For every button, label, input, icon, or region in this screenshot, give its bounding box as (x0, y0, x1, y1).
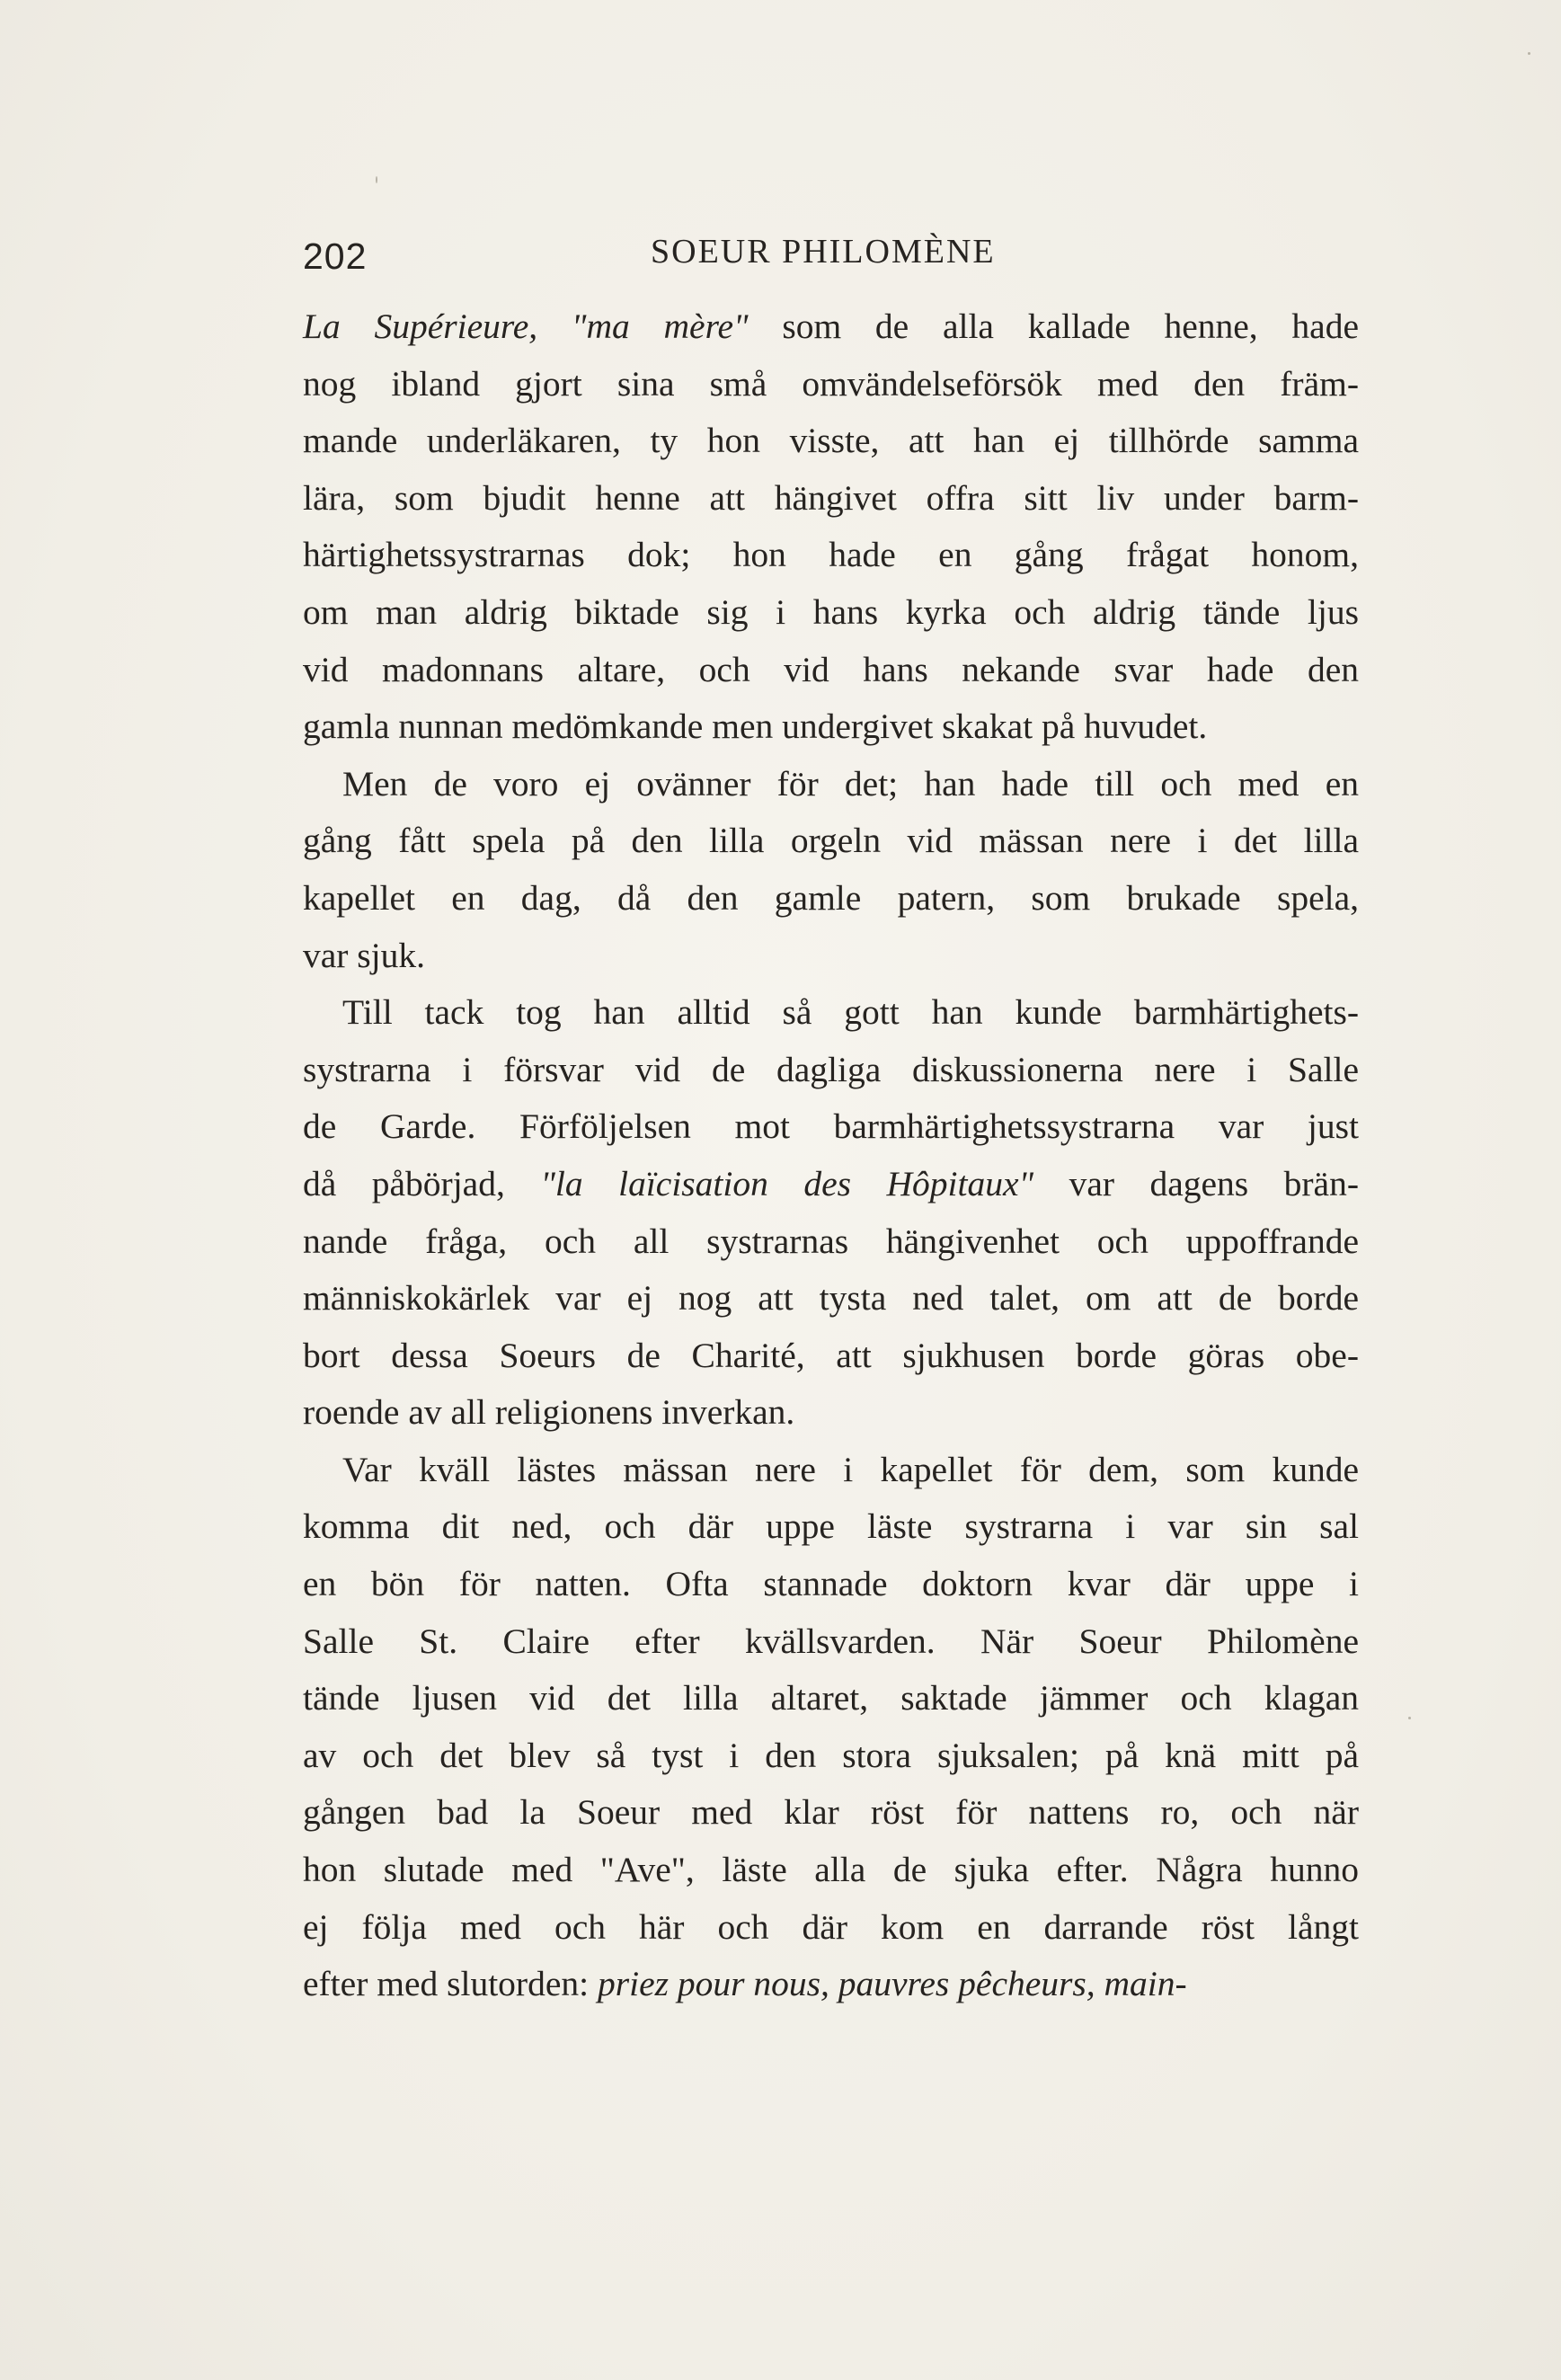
text-line (303, 1498, 1359, 1556)
text-run: då påbörjad, (303, 1163, 541, 1203)
text-line (303, 698, 1359, 756)
text-run: gång fått spela på den lilla orgeln vid mässan nere i det lilla (303, 821, 1359, 861)
text-run: gamla nunnan medömkande men undergivet skakat på huvudet. (303, 706, 1208, 747)
text-line (303, 584, 1359, 642)
text-run: om man aldrig biktade sig i hans kyrka och aldrig tände ljus (303, 591, 1359, 632)
text-line (303, 984, 1359, 1042)
italic-phrase: La Supérieure, "ma mère" (303, 306, 749, 346)
text-line (303, 1213, 1359, 1271)
text-run: nog ibland gjort sina små omvändelseförsök med den främ- (303, 363, 1359, 404)
text-run: tände ljusen vid det lilla altaret, saktade jämmer och klagan (303, 1678, 1359, 1718)
text-run: människokärlek var ej nog att tysta ned talet, om att de borde (303, 1278, 1359, 1319)
text-run: gången bad la Soeur med klar röst för nattens ro, och när (303, 1792, 1359, 1833)
paragraph (303, 298, 1359, 756)
text-run: bort dessa Soeurs de Charité, att sjukhusen borde göras obe- (303, 1335, 1359, 1375)
text-line (303, 1384, 1359, 1442)
text-run: kapellet en dag, då den gamle patern, som brukade spela, (303, 877, 1359, 918)
italic-phrase: "la laïcisation des Hôpitaux" (540, 1163, 1034, 1203)
text-line (303, 298, 1359, 356)
text-run: som de alla kallade henne, hade (748, 306, 1359, 346)
paragraph (303, 1442, 1359, 2013)
text-line (303, 1328, 1359, 1385)
text-run: ej följa med och här och där kom en darrande röst långt (303, 1906, 1359, 1947)
text-line (303, 1956, 1359, 2013)
text-run: Men de voro ej ovänner för det; han hade till och med en (342, 763, 1359, 804)
text-line (303, 1442, 1359, 1499)
text-line (303, 1899, 1359, 1957)
running-title: SOEUR PHILOMÈNE (651, 233, 996, 271)
page-number: 202 (303, 235, 368, 277)
text-run: var sjuk. (303, 935, 426, 975)
text-line (303, 1784, 1359, 1842)
text-line (303, 413, 1359, 470)
text-line (303, 1556, 1359, 1613)
text-run: mande underläkaren, ty hon visste, att han ej tillhörde samma (303, 421, 1359, 461)
text-run: Till tack tog han alltid så gott han kunde barmhärtighets- (342, 992, 1359, 1033)
body-text (303, 298, 1359, 2013)
text-run: hon slutade med "Ave", läste alla de sjuka efter. Några hunno (303, 1850, 1359, 1890)
text-run: lära, som bjudit henne att hängivet offra sitt liv under barm- (303, 477, 1359, 518)
paper-speck (376, 176, 377, 183)
text-line (303, 1270, 1359, 1328)
text-run: Var kväll lästes mässan nere i kapellet för dem, som kunde (342, 1449, 1359, 1489)
text-run: de Garde. Förföljelsen mot barmhärtighetssystrarna var just (303, 1106, 1359, 1147)
text-line (303, 356, 1359, 413)
text-line (303, 1727, 1359, 1785)
text-line (303, 1156, 1359, 1213)
text-run: roende av all religionens inverkan. (303, 1392, 795, 1433)
text-run: Salle St. Claire efter kvällsvarden. När Soeur Philomène (303, 1621, 1359, 1661)
text-run: en bön för natten. Ofta stannade doktorn kvar där uppe i (303, 1564, 1359, 1604)
paragraph (303, 756, 1359, 984)
text-line (303, 1613, 1359, 1671)
paragraph (303, 984, 1359, 1442)
text-run: vid madonnans altare, och vid hans nekande svar hade den (303, 649, 1359, 689)
text-run: var dagens brän- (1033, 1163, 1359, 1203)
text-line (303, 813, 1359, 870)
text-run: härtighetssystrarnas dok; hon hade en gång frågat honom, (303, 535, 1359, 575)
paper-speck (1408, 1717, 1411, 1719)
page-header (303, 223, 1359, 295)
text-line (303, 1842, 1359, 1899)
text-run: efter med slutorden: (303, 1964, 598, 2004)
text-run: av och det blev så tyst i den stora sjuksalen; på knä mitt på (303, 1735, 1359, 1775)
text-line (303, 870, 1359, 928)
text-run: systrarna i försvar vid de dagliga diskussionerna nere i Salle (303, 1049, 1359, 1089)
text-line (303, 1042, 1359, 1099)
paper-speck (1528, 52, 1530, 55)
italic-phrase: priez pour nous, pauvres pêcheurs, main- (597, 1964, 1187, 2004)
text-line (303, 1670, 1359, 1727)
text-line (303, 527, 1359, 584)
text-line (303, 756, 1359, 813)
text-line (303, 642, 1359, 699)
text-line (303, 470, 1359, 528)
text-line (303, 928, 1359, 985)
text-line (303, 1098, 1359, 1156)
text-run: nande fråga, och all systrarnas hängivenhet och uppoffrande (303, 1221, 1359, 1261)
text-run: komma dit ned, och där uppe läste systrarna i var sin sal (303, 1506, 1359, 1547)
